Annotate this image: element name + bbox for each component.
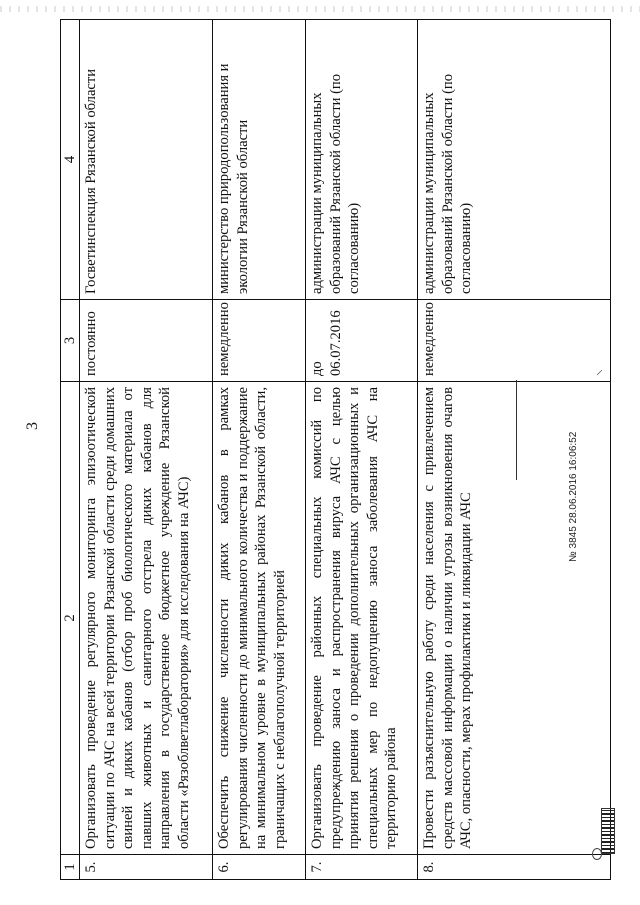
- row-task: Организовать проведение районных специальных комиссий по предупреждению заноса и распространения вируса АЧС с целью принятия решения о проведении дополнительных организационных и специальных мер по недопущению заноса заболевания АЧС на территорию района: [306, 382, 418, 855]
- measures-table: [60, 19, 611, 880]
- row-number: 8.: [418, 855, 611, 880]
- row-number: 5.: [80, 855, 213, 880]
- table-row: [80, 20, 213, 880]
- row-deadline: до 06.07.2016: [306, 300, 418, 382]
- column-header: 3: [61, 300, 80, 382]
- row-number: 6.: [213, 855, 306, 880]
- row-task: Организовать проведение регулярного мониторинга эпизоотической ситуации по АЧС на всей территории Рязанской области среди домашних свиней и диких кабанов (отбор проб биологического материала от павших животных и санитарного отстрела диких кабанов для направления в государственное бюджетное учреждение Рязанской области «Рязоблветлаборатория» для исследования на АЧС): [80, 382, 213, 855]
- row-responsible: администрации муниципальных образований Рязанской области (по согласованию): [418, 20, 611, 300]
- row-number: 7.: [306, 855, 418, 880]
- column-header: 2: [61, 382, 80, 855]
- barcode-icon: [601, 808, 615, 854]
- row-deadline: постоянно: [80, 300, 213, 382]
- handwritten-mark: ⸝: [596, 363, 603, 378]
- row-responsible: Госветинспекция Рязанской области: [80, 20, 213, 300]
- row-deadline: немедленно: [213, 300, 306, 382]
- table-row: [306, 20, 418, 880]
- table-row: [213, 20, 306, 880]
- row-deadline: немедленно: [418, 300, 611, 382]
- table-row: [418, 20, 611, 880]
- vertical-rule-mark: [516, 380, 517, 480]
- column-header: 4: [61, 20, 80, 300]
- row-responsible: администрации муниципальных образований Рязанской области (по согласованию): [306, 20, 418, 300]
- row-responsible: министерство природопользования и экологии Рязанской области: [213, 20, 306, 300]
- column-header: 1: [61, 855, 80, 880]
- row-task: Обеспечить снижение численности диких кабанов в рамках регулирования численности до минимального количества и поддержание на минимальном уровне в муниципальных районах Рязанской области, граничащих с неблагополучной территорией: [213, 382, 306, 855]
- table-header-row: [61, 20, 80, 880]
- scan-edge: [0, 6, 640, 12]
- page-number: 3: [24, 422, 41, 430]
- document-registration-stamp: № 3845 28.06.2016 16:06:52: [568, 431, 579, 562]
- rotated-table-wrapper: [60, 20, 611, 880]
- stamp-mark-icon: [592, 848, 602, 860]
- row-task: Провести разъяснительную работу среди населения с привлечением средств массовой информации о наличии угрозы возникновения очагов АЧС, опасности, мерах профилактики и ликвидации АЧС: [418, 382, 611, 855]
